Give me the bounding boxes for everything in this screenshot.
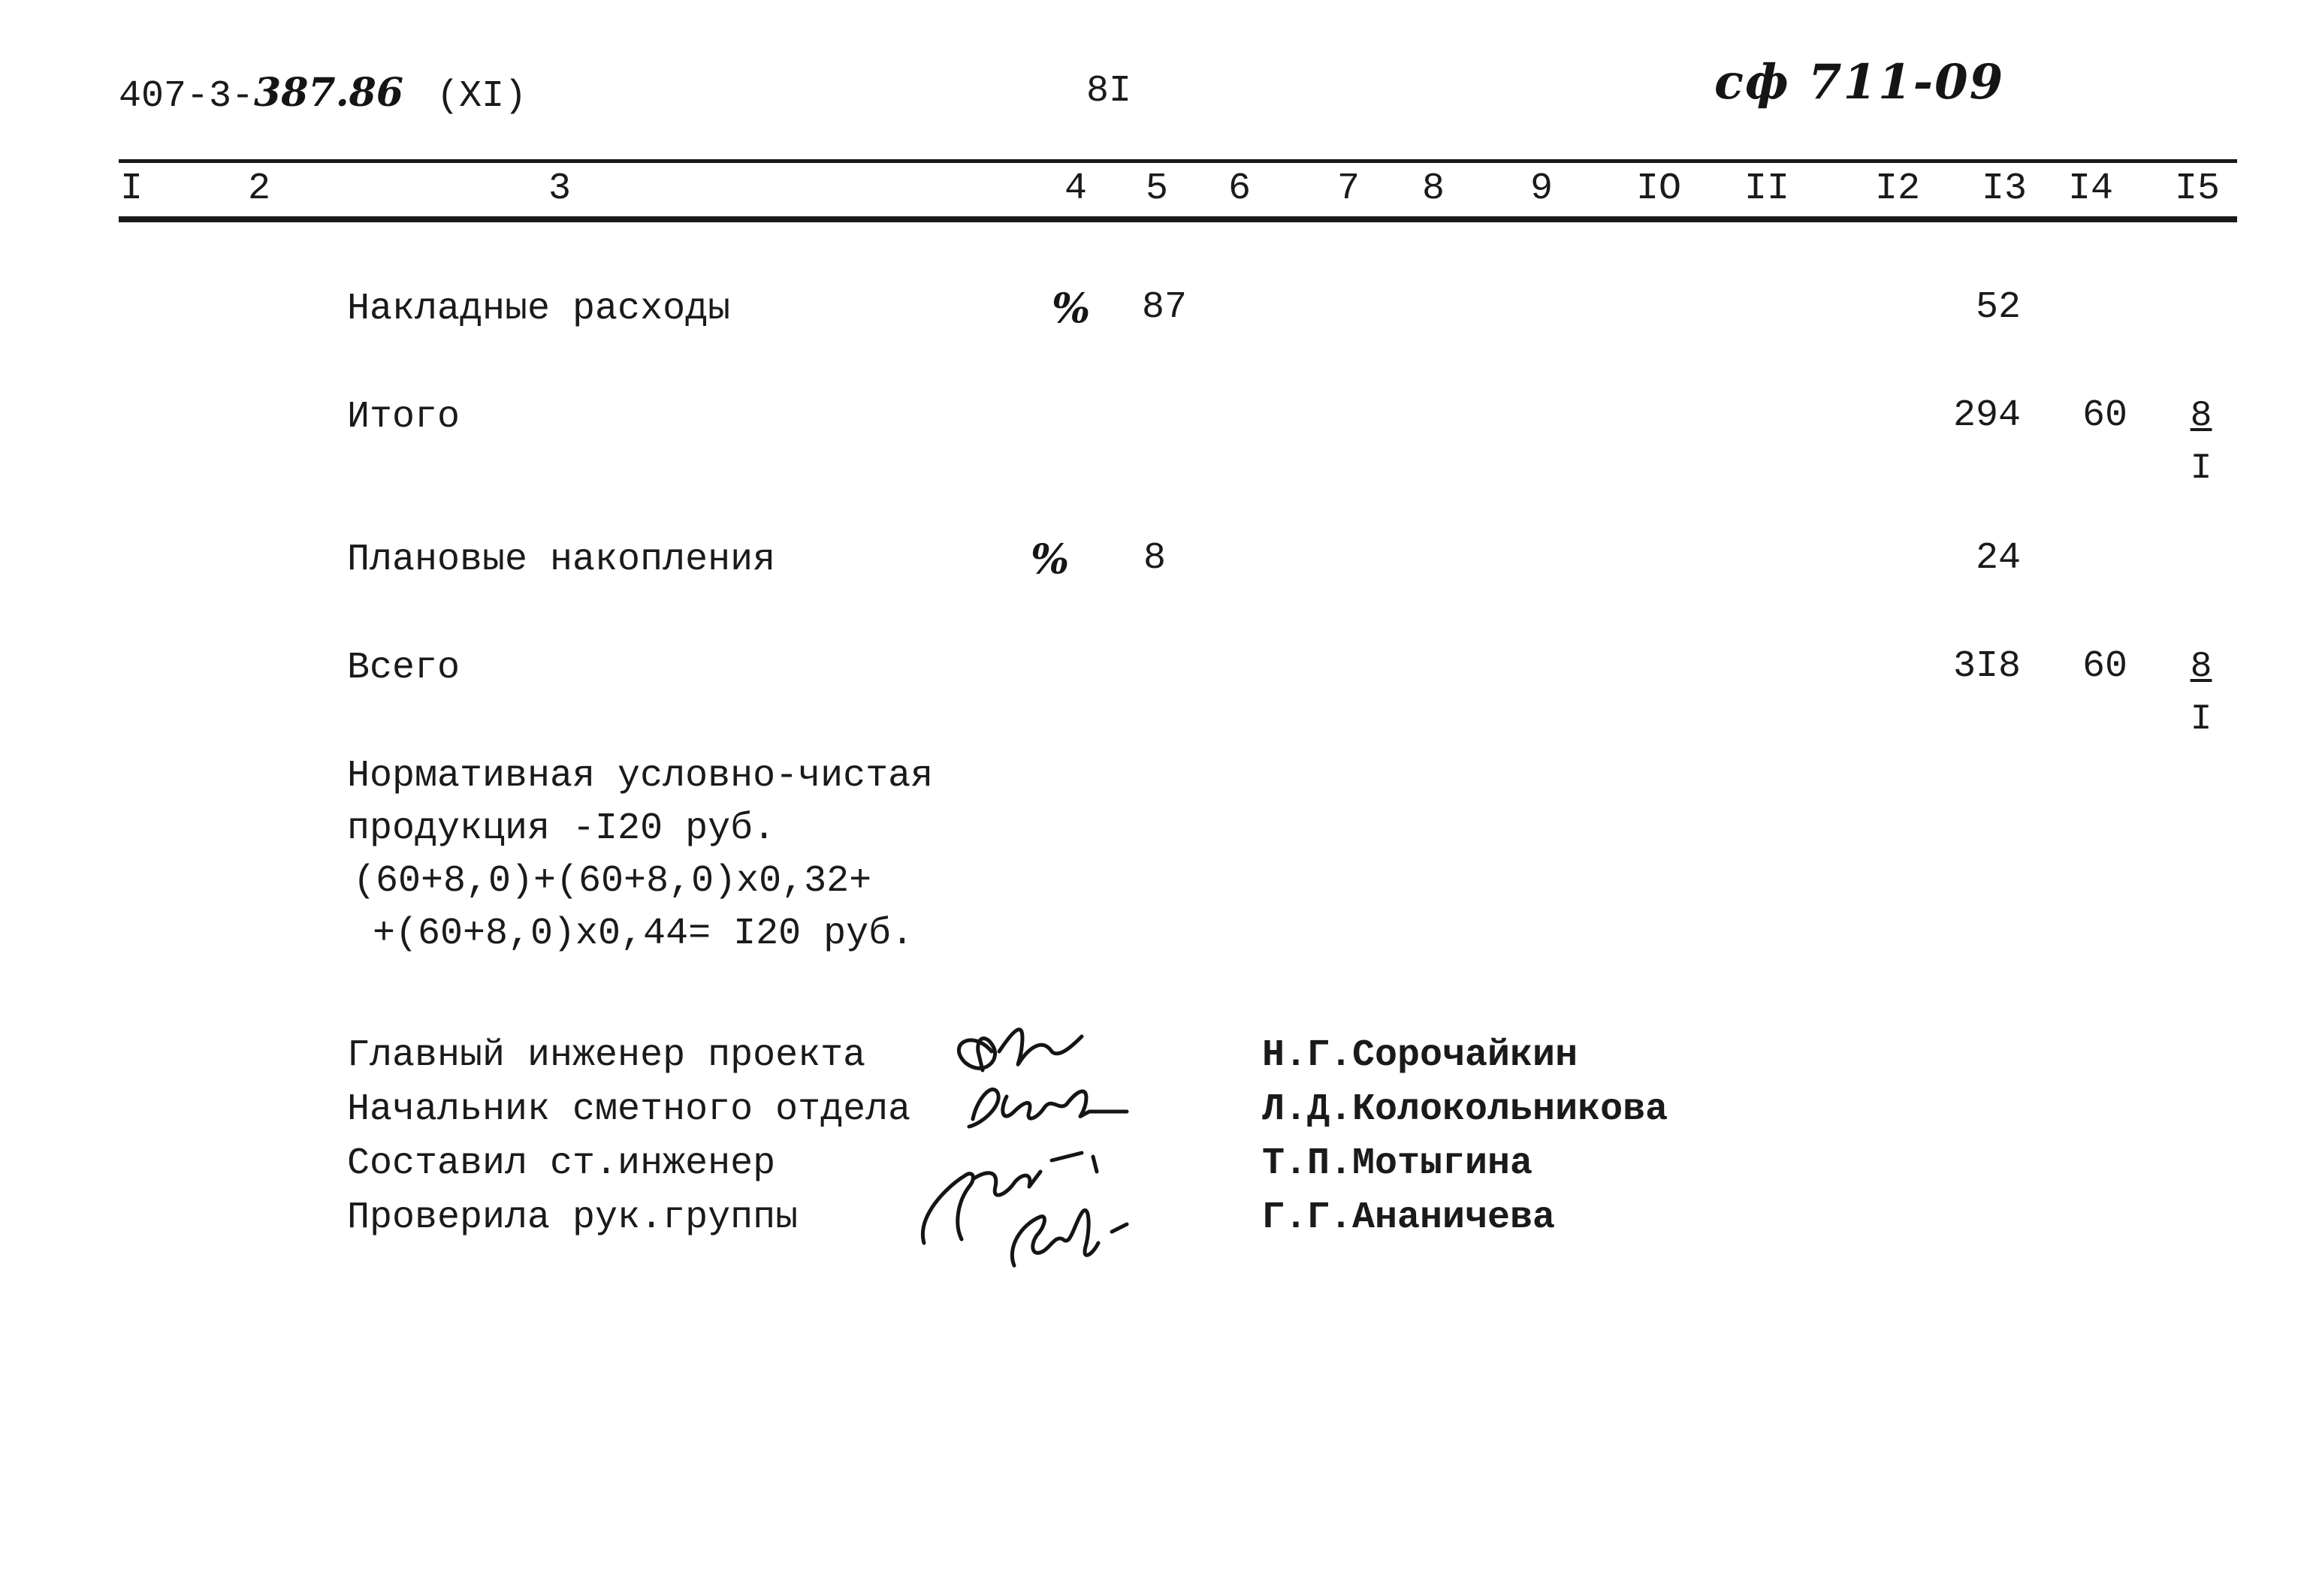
column-number-3: 3 (548, 167, 572, 210)
row-col13-subtotal: 294 (1953, 394, 2022, 437)
document-code-suffix: (XI) (436, 75, 527, 118)
column-number-9: 9 (1529, 167, 1554, 210)
row-col14-total: 60 (2082, 645, 2128, 688)
row-label-planned-savings: Плановые накопления (347, 539, 776, 581)
signature-scribble-3 (922, 1153, 1097, 1243)
column-number-7: 7 (1336, 167, 1360, 210)
handwritten-signatures (901, 999, 1202, 1299)
signature-scribbles-svg (901, 999, 1202, 1299)
signature-scribble-2 (969, 1089, 1127, 1127)
note-line-3: (60+8,0)+(60+8,0)x0,32+ (353, 860, 872, 903)
row-col15-total (2179, 646, 2224, 741)
row-col15-total-top: 8 (2190, 647, 2212, 687)
signature-scribble-1 (959, 1030, 1082, 1070)
row-col13-planned-savings: 24 (1976, 537, 2022, 580)
document-code-typed: 407-3- (119, 75, 255, 118)
row-col14-subtotal: 60 (2082, 394, 2128, 437)
page-number: 8I (1086, 70, 1132, 113)
note-line-1: Нормативная условно-чистая (347, 755, 934, 798)
row-col13-overhead: 52 (1976, 286, 2022, 329)
row-unit-planned-savings: % (1031, 535, 1070, 583)
column-number-13: I3 (1981, 167, 2028, 210)
row-label-subtotal: Итого (347, 396, 460, 439)
column-number-12: I2 (1874, 167, 1921, 210)
row-unit-overhead: % (1052, 284, 1091, 332)
signature-role-estimate-head: Начальник сметного отдела (347, 1088, 911, 1131)
row-col15-subtotal (2179, 395, 2224, 490)
signature-role-chief-engineer: Главный инженер проекта (347, 1034, 866, 1077)
note-line-2: продукция -I20 руб. (347, 807, 776, 850)
signature-name-compiler: Т.П.Мотыгина (1262, 1142, 1533, 1185)
column-number-2: 2 (247, 167, 271, 210)
signature-name-checker: Г.Г.Ананичева (1262, 1196, 1556, 1239)
column-number-10: IO (1635, 167, 1682, 210)
row-rate-planned-savings: 8 (1143, 537, 1167, 580)
row-col15-subtotal-top: 8 (2190, 396, 2212, 436)
column-number-14: I4 (2067, 167, 2114, 210)
document-code-handwritten: 387.86 (254, 70, 404, 116)
column-number-1: I (119, 167, 143, 210)
column-number-8: 8 (1421, 167, 1445, 210)
signature-name-chief-engineer: Н.Г.Сорочайкин (1262, 1034, 1578, 1077)
signature-role-compiler: Составил ст.инженер (347, 1142, 776, 1185)
signature-name-estimate-head: Л.Д.Колокольникова (1262, 1088, 1668, 1131)
document-code (119, 71, 527, 119)
row-col13-total: 3I8 (1953, 645, 2022, 688)
column-number-6: 6 (1227, 167, 1252, 210)
row-rate-overhead: 87 (1142, 286, 1188, 329)
note-line-4: +(60+8,0)x0,44= I20 руб. (373, 913, 914, 955)
column-number-11: II (1744, 167, 1790, 210)
row-label-total: Всего (347, 647, 460, 689)
row-col15-subtotal-bottom: I (2190, 448, 2212, 489)
row-label-overhead: Накладные расходы (347, 288, 731, 330)
handwritten-stamp: сф 711-09 (1714, 54, 2005, 110)
column-number-5: 5 (1145, 167, 1169, 210)
signature-scribble-4 (1012, 1210, 1127, 1266)
signature-role-checker: Проверила рук.группы (347, 1196, 799, 1239)
header-bottom-rule (119, 216, 2237, 222)
column-number-4: 4 (1064, 167, 1088, 210)
column-number-15: I5 (2174, 167, 2221, 210)
header-top-rule (119, 159, 2237, 163)
row-col15-total-bottom: I (2190, 699, 2212, 740)
